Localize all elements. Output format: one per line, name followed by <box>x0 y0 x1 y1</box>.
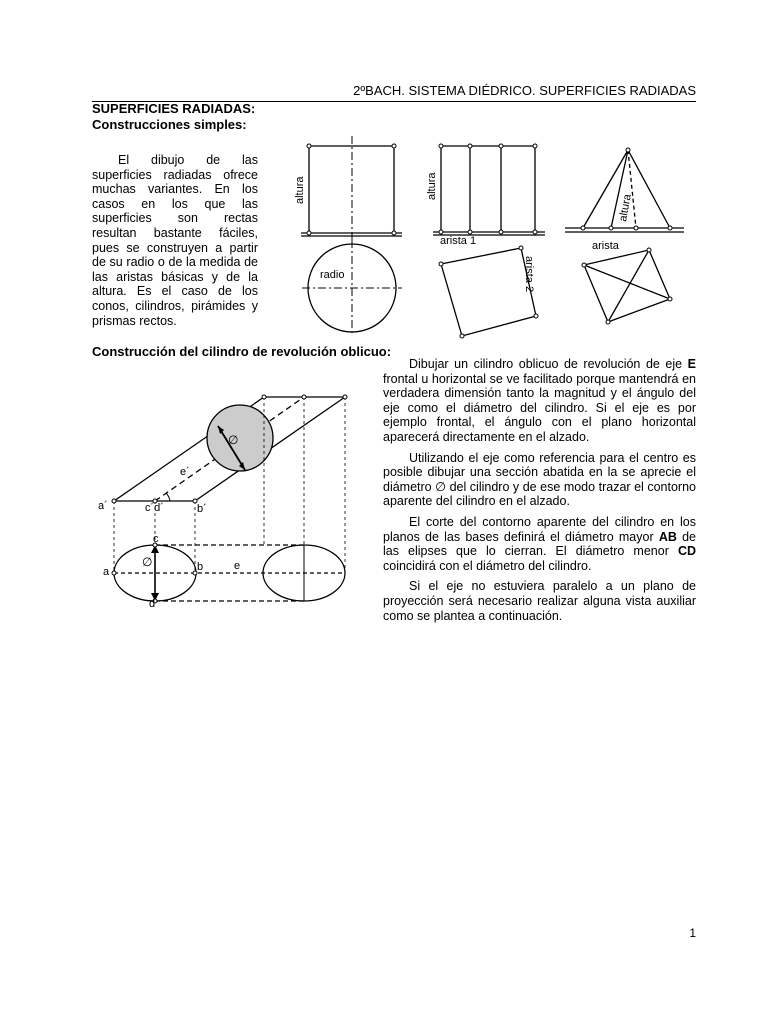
section-subtitle: Construcciones simples: <box>92 117 247 132</box>
label-a: a <box>103 566 110 578</box>
section-title-main: SUPERFICIES RADIADAS: <box>92 101 256 116</box>
page-header: 2ºBACH. SISTEMA DIÉDRICO. SUPERFICIES RADIADAS <box>92 83 696 102</box>
label-diameter-plan: ∅ <box>142 555 153 569</box>
paragraph-3: El corte del contorno aparente del cilindro en los planos de las bases definirá el diámetro mayor AB de las elipses que lo cierran. El diámetro menor CD coincidirá con el diámetro del cilindro. <box>383 514 696 573</box>
label-altura-prism: altura <box>426 172 438 200</box>
label-altura-cylinder: altura <box>294 176 306 204</box>
label-diameter: ∅ <box>228 433 239 447</box>
label-arista: arista <box>592 240 619 252</box>
label-b-prime: b´ <box>197 503 207 515</box>
label-e-prime: e´ <box>180 466 190 478</box>
label-d: d <box>149 598 156 610</box>
label-c: c <box>153 533 159 545</box>
page-number: 1 <box>689 926 696 940</box>
label-arista-1: arista 1 <box>440 235 477 247</box>
label-e: e <box>234 560 241 572</box>
paragraph-1: Dibujar un cilindro oblicuo de revolución de eje E frontal u horizontal se ve facilitado porque mantendrá en verdadera dimensión tanto la magnitud y el ángulo del eje como el diámetro del cilindro. Si el eje es por ejemplo frontal, el ángulo con el plano horizontal aparecerá directamente en el alzado. <box>383 357 696 444</box>
label-arista-2: arista 2 <box>523 256 535 293</box>
label-altura-pyramid: altura <box>617 193 634 223</box>
label-b: b <box>197 561 204 573</box>
label-a-prime: a´ <box>98 500 108 512</box>
subsection-title: Construcción del cilindro de revolución oblicuo: <box>92 344 392 359</box>
paragraph-4: Si el eje no estuviera paralelo a un plano de proyección será necesario realizar alguna vista auxiliar como se plantea a continuación. <box>383 579 696 623</box>
intro-paragraph: El dibujo de las superficies radiadas ofrece muchas variantes. En los casos en los que las superficies son rectas resultan bastante fáciles, pues se construyen a partir de su radio o de la medida de las aristas básicas y de la altura. Es el caso de los conos, cilindros, pirámides y prismas rectos. <box>92 153 258 328</box>
label-cd-prime: c´d´ <box>145 502 164 514</box>
label-radio: radio <box>320 269 345 281</box>
paragraph-2: Utilizando el eje como referencia para el centro es posible dibujar una sección abatida en la se aprecie el diámetro ∅ del cilindro y de ese modo trazar el contorno aparente del cilindro en el alzado. <box>383 450 696 509</box>
